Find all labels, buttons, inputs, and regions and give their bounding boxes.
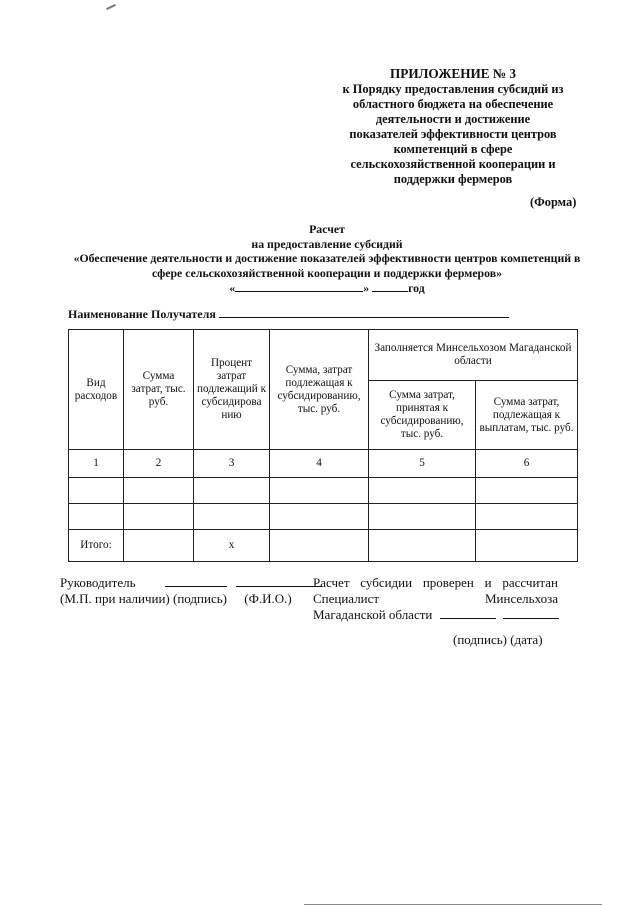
table-row <box>69 478 578 504</box>
table-total-row <box>69 530 578 562</box>
appendix-line: сельскохозяйственной кооперации и <box>350 157 556 171</box>
title-line: Расчет <box>309 222 345 236</box>
total-label: Итого: <box>69 530 124 562</box>
table-cell[interactable] <box>270 478 369 504</box>
header-percent: Процент затрат подлежащий к субсидирова нию <box>194 330 270 450</box>
date-year-label: год <box>408 281 425 295</box>
table-cell[interactable] <box>69 504 124 530</box>
column-number: 1 <box>69 450 124 478</box>
specialist-date-blank[interactable] <box>503 607 559 619</box>
table-header-row <box>69 330 578 381</box>
header-expense-type: Вид расходов <box>69 330 124 450</box>
head-label: Руководитель <box>60 575 136 590</box>
table-cell[interactable] <box>194 478 270 504</box>
head-signature-blank[interactable] <box>165 575 227 587</box>
title-line: на предоставление субсидий <box>251 236 403 251</box>
appendix-line: к Порядку предоставления субсидий из <box>342 82 564 96</box>
date-year-blank[interactable] <box>372 280 408 292</box>
appendix-line: компетенций в сфере <box>393 142 513 156</box>
calculation-table <box>68 329 578 562</box>
column-number: 4 <box>270 450 369 478</box>
ministry-label: Минсельхоза <box>485 591 558 606</box>
column-number: 5 <box>369 450 476 478</box>
table-cell[interactable] <box>124 504 194 530</box>
table-cell[interactable] <box>124 478 194 504</box>
table-cell[interactable] <box>476 504 578 530</box>
appendix-line: деятельности и достижение <box>375 112 531 126</box>
appendix-line: поддержки фермеров <box>393 172 513 186</box>
column-number: 6 <box>476 450 578 478</box>
table-cell[interactable] <box>369 530 476 562</box>
appendix-line: областного бюджета на обеспечение <box>352 97 554 111</box>
header-cost-sum: Сумма затрат, тыс. руб. <box>124 330 194 450</box>
title-line: сфере сельскохозяйственной кооперации и поддержки фермеров» <box>151 265 502 280</box>
table-cell[interactable] <box>369 504 476 530</box>
head-name-blank[interactable] <box>236 575 322 587</box>
specialist-line <box>313 591 558 607</box>
header-subsidy-sum: Сумма, затрат подлежащая к субсидированию, тыс. руб. <box>270 330 369 450</box>
header-ministry-group: Заполняется Минсельхозом Магаданской области <box>369 330 578 381</box>
table-cell[interactable] <box>476 478 578 504</box>
fio-caption: (Ф.И.О.) <box>244 591 292 606</box>
table-cell[interactable] <box>194 504 270 530</box>
scan-mark <box>106 4 116 10</box>
recipient-label: Наименование Получателя <box>68 307 216 321</box>
header-payable-sum: Сумма затрат, подлежащая к выплатам, тыс. руб. <box>476 381 578 450</box>
mp-signature-caption: (М.П. при наличии) (подпись) <box>60 591 227 606</box>
table-cell[interactable] <box>69 478 124 504</box>
table-cell[interactable] <box>270 530 369 562</box>
document-title <box>60 222 594 296</box>
specialist-label: Специалист <box>313 591 380 606</box>
appendix-title: ПРИЛОЖЕНИЕ № 3 <box>390 66 516 81</box>
table-cell[interactable] <box>124 530 194 562</box>
form-label: (Форма) <box>530 195 577 209</box>
title-date-line <box>60 280 594 296</box>
appendix-block <box>300 66 606 187</box>
sign-date-caption: (подпись) (дата) <box>453 632 543 647</box>
header-accepted-sum: Сумма затрат, принятая к субсидированию, тыс. руб. <box>369 381 476 450</box>
recipient-name-blank[interactable] <box>219 306 509 318</box>
total-percent: х <box>194 530 270 562</box>
appendix-line: показателей эффективности центров <box>349 127 557 141</box>
region-label: Магаданской области <box>313 607 433 622</box>
specialist-signature-blank[interactable] <box>440 607 496 619</box>
table-cell[interactable] <box>476 530 578 562</box>
date-close-quote: » <box>363 281 370 295</box>
check-text: Расчет субсидии проверен и рассчитан <box>313 575 558 590</box>
table-cell[interactable] <box>369 478 476 504</box>
title-line: «Обеспечение деятельности и достижение показателей эффективности центров компетенций в <box>73 251 581 265</box>
table-number-row <box>69 450 578 478</box>
table-cell[interactable] <box>270 504 369 530</box>
column-number: 3 <box>194 450 270 478</box>
region-line <box>313 607 559 623</box>
date-open-quote: « <box>229 281 236 295</box>
recipient-line <box>68 306 509 322</box>
head-signature-line <box>60 575 322 591</box>
date-day-month-blank[interactable] <box>235 280 363 292</box>
head-caption-line <box>60 591 292 607</box>
column-number: 2 <box>124 450 194 478</box>
table-row <box>69 504 578 530</box>
